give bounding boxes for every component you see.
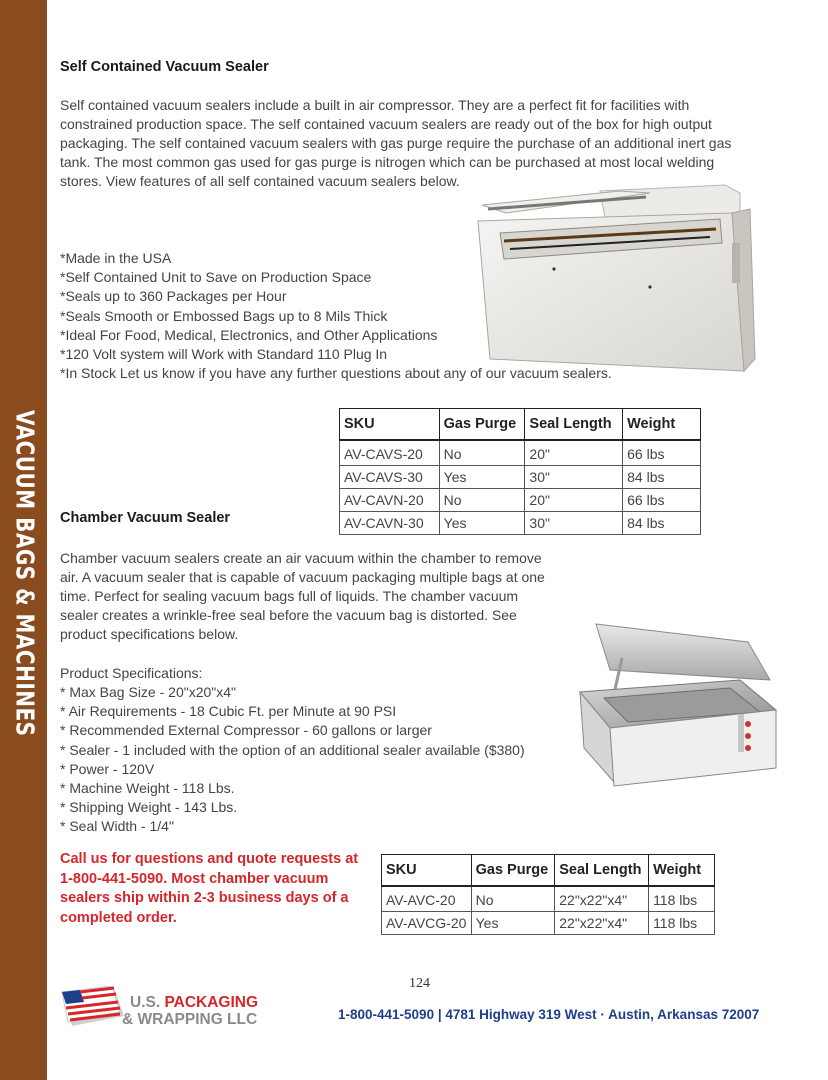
column-header-seal-length: Seal Length	[525, 409, 623, 441]
chamber-sealer-photo	[570, 618, 780, 798]
gas-purge-cell: Yes	[439, 466, 525, 489]
table-row	[340, 440, 701, 466]
gas-purge-cell: No	[471, 886, 555, 912]
table-header-row	[382, 855, 715, 887]
column-header-sku: SKU	[382, 855, 472, 887]
self-contained-intro: Self contained vacuum sealers include a built in air compressor. They are a perfect fit for facilities with constrained production space. The self contained vacuum sealers are ready out of the box for high output packaging. The self contained vacuum sealers with gas purge require the purchase of an additional inert gas tank. The most common gas used for gas purge is nitrogen which can be purchased at most local welding stores. View features of all self contained vacuum sealers below.	[60, 97, 732, 189]
weight-cell: 118 lbs	[649, 886, 715, 912]
page-number: 124	[409, 976, 430, 991]
seal-length-cell: 30"	[525, 512, 623, 535]
spec-item: * Seal Width - 1/4"	[60, 818, 174, 835]
spec-item: * Air Requirements - 18 Cubic Ft. per Minute at 90 PSI	[60, 703, 397, 720]
table-header-row	[340, 409, 701, 441]
sku-cell: AV-AVCG-20	[382, 912, 472, 935]
table-row	[340, 512, 701, 535]
weight-cell: 66 lbs	[623, 489, 701, 512]
logo-packaging: PACKAGING	[164, 994, 259, 1011]
spec-item: * Sealer - 1 included with the option of an additional sealer available ($380)	[60, 741, 525, 758]
company-logo	[58, 986, 288, 1032]
spec-item: * Power - 120V	[60, 760, 155, 777]
logo-wordmark-top	[130, 994, 258, 1012]
gas-purge-cell: No	[439, 489, 525, 512]
spec-item: * Recommended External Compressor - 60 gallons or larger	[60, 722, 432, 739]
column-header-seal-length: Seal Length	[555, 855, 649, 887]
sku-cell: AV-CAVS-20	[340, 440, 440, 466]
footer-contact: 1-800-441-5090 | 4781 Highway 319 West · Austin, Arkansas 72007	[338, 1007, 760, 1022]
seal-length-cell: 30"	[525, 466, 623, 489]
sidebar-band	[0, 0, 47, 1080]
column-header-weight: Weight	[649, 855, 715, 887]
weight-cell: 84 lbs	[623, 466, 701, 489]
logo-wordmark-bottom: & WRAPPING LLC	[122, 1011, 258, 1028]
table-row	[382, 912, 715, 935]
weight-cell: 118 lbs	[649, 912, 715, 935]
flag-icon	[58, 986, 128, 1032]
column-header-sku: SKU	[340, 409, 440, 441]
seal-length-cell: 22"x22"x4"	[555, 886, 649, 912]
feature-item: *Seals Smooth or Embossed Bags up to 8 Mils Thick	[60, 307, 388, 324]
logo-us: U.S.	[130, 994, 165, 1011]
weight-cell: 84 lbs	[623, 512, 701, 535]
sku-cell: AV-AVC-20	[382, 886, 472, 912]
chamber-sku-table	[381, 854, 715, 935]
spec-item: * Max Bag Size - 20"x20"x4"	[60, 684, 236, 700]
spec-item: * Machine Weight - 118 Lbs.	[60, 780, 235, 797]
seal-length-cell: 20"	[525, 489, 623, 512]
sku-cell: AV-CAVN-30	[340, 512, 440, 535]
chamber-spec-list	[60, 683, 525, 837]
feature-item: *In Stock Let us know if you have any further questions about any of our vacuum sealers.	[60, 365, 612, 382]
gas-purge-cell: Yes	[439, 512, 525, 535]
column-header-weight: Weight	[623, 409, 701, 441]
feature-item: *Seals up to 360 Packages per Hour	[60, 288, 287, 305]
section-heading-chamber: Chamber Vacuum Sealer	[60, 510, 231, 526]
seal-length-cell: 22"x22"x4"	[555, 912, 649, 935]
feature-item: *Made in the USA	[60, 250, 172, 266]
table-row	[340, 489, 701, 512]
quote-callout: Call us for questions and quote requests at 1-800-441-5090. Most chamber vacuum sealers ship within 2-3 business days of a completed order.	[60, 851, 359, 926]
chamber-intro: Chamber vacuum sealers create an air vacuum within the chamber to remove air. A vacuum sealer that is capable of vacuum packaging multiple bags at one time. Perfect for sealing vacuum bags full of liquids. The chamber vacuum sealer creates a wrinkle-free seal before the vacuum bag is distorted. See product specifications below.	[60, 550, 545, 642]
gas-purge-cell: Yes	[471, 912, 555, 935]
sku-cell: AV-CAVS-30	[340, 466, 440, 489]
seal-length-cell: 20"	[525, 440, 623, 466]
self-contained-sku-table	[339, 408, 701, 535]
spec-item: * Shipping Weight - 143 Lbs.	[60, 799, 238, 816]
section-heading-self-contained: Self Contained Vacuum Sealer	[60, 59, 269, 75]
column-header-gas-purge: Gas Purge	[439, 409, 525, 441]
feature-item: *Self Contained Unit to Save on Production Space	[60, 269, 372, 286]
self-contained-feature-list	[60, 249, 612, 383]
product-specifications-title: Product Specifications:	[60, 665, 203, 681]
sku-cell: AV-CAVN-20	[340, 489, 440, 512]
table-row	[382, 886, 715, 912]
table-row	[340, 466, 701, 489]
gas-purge-cell: No	[439, 440, 525, 466]
sidebar-label: VACUUM BAGS & MACHINES	[10, 410, 40, 737]
feature-item: *Ideal For Food, Medical, Electronics, and Other Applications	[60, 326, 438, 343]
weight-cell: 66 lbs	[623, 440, 701, 466]
column-header-gas-purge: Gas Purge	[471, 855, 555, 887]
feature-item: *120 Volt system will Work with Standard 110 Plug In	[60, 346, 388, 363]
